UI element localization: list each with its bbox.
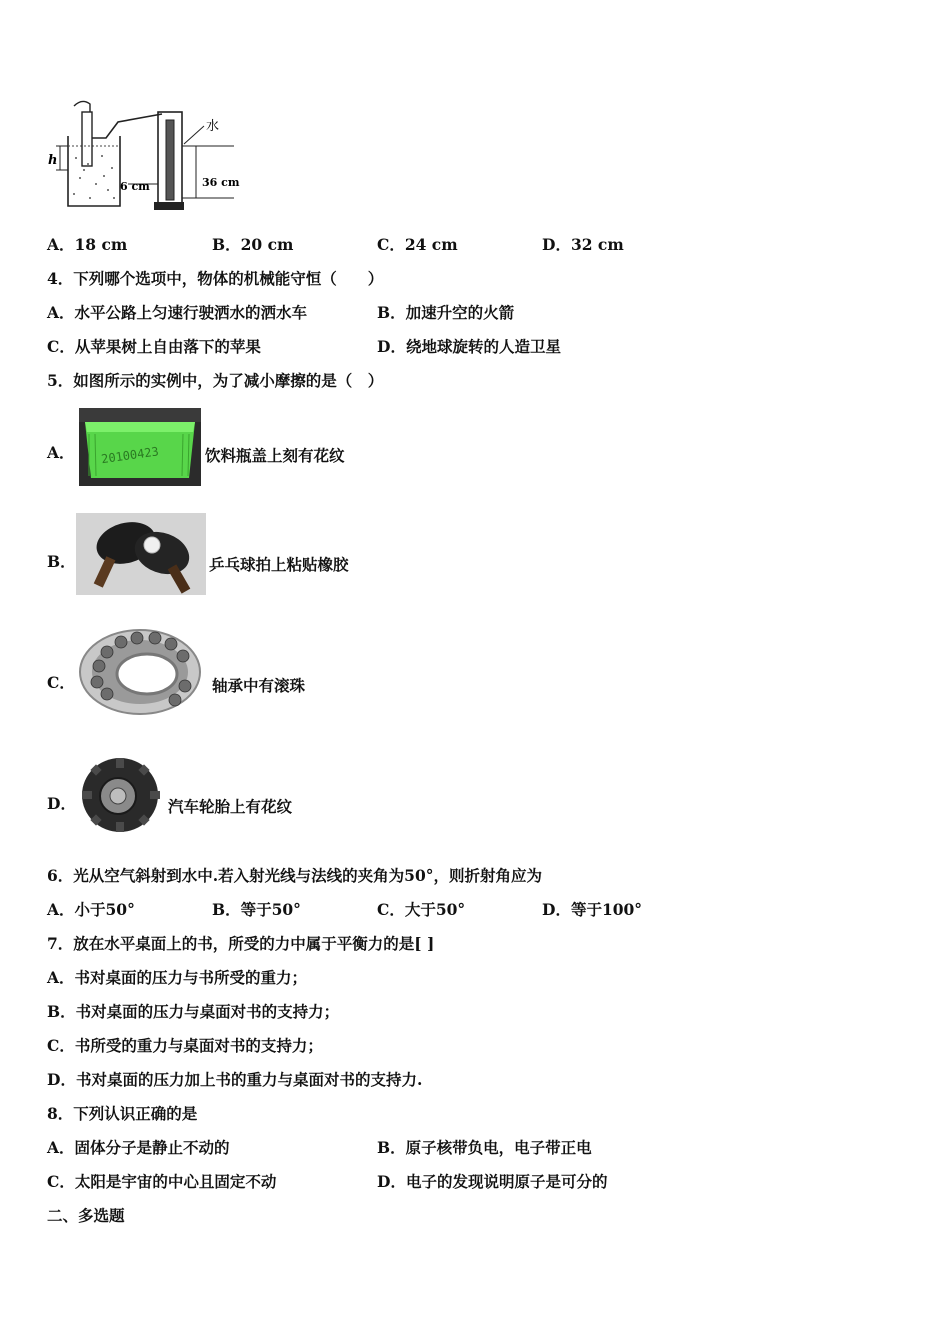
- q6-stem: 6．光从空气斜射到水中.若入射光线与法线的夹角为50°，则折射角应为: [47, 866, 543, 885]
- ball-bearing-image: [77, 626, 203, 718]
- q5-option-d-caption: 汽车轮胎上有花纹: [168, 797, 293, 816]
- q5-option-c-caption: 轴承中有滚珠: [212, 676, 306, 695]
- q3-option-a: A．18 cm: [47, 235, 128, 254]
- q3-option-b: B．20 cm: [212, 235, 294, 254]
- q6-option-a: A．小于50°: [47, 900, 135, 919]
- section-2-title: 二、多选题: [47, 1206, 125, 1225]
- q6-option-c: C．大于50°: [377, 900, 466, 919]
- q7-stem: 7．放在水平桌面上的书，所受的力中属于平衡力的是[ ]: [47, 934, 435, 953]
- car-tire-image: [80, 756, 162, 834]
- q7-option-a: A．书对桌面的压力与书所受的重力；: [47, 968, 308, 987]
- diagram-label-h: h: [48, 153, 58, 168]
- q4-stem: 4．下列哪个选项中，物体的机械能守恒（ ）: [47, 269, 384, 288]
- q4-option-c: C．从苹果树上自由落下的苹果: [47, 337, 261, 356]
- q3-option-c: C．24 cm: [377, 235, 458, 254]
- q4-option-d: D．绕地球旋转的人造卫星: [377, 337, 561, 356]
- q8-option-a: A．固体分子是静止不动的: [47, 1138, 230, 1157]
- diagram-label-water: 水: [206, 119, 220, 134]
- diagram-label-36cm: 36 cm: [202, 176, 240, 189]
- q4-option-b: B．加速升空的火箭: [377, 303, 515, 322]
- q5-stem: 5．如图所示的实例中，为了减小摩擦的是（ ）: [47, 371, 384, 390]
- q5-option-a-letter: A．: [47, 443, 75, 462]
- q3-option-d: D．32 cm: [542, 235, 624, 254]
- diagram-label-6cm: 6 cm: [120, 180, 150, 193]
- q5-option-b-caption: 乒乓球拍上粘贴橡胶: [209, 555, 349, 574]
- q5-option-b-letter: B．: [47, 552, 76, 571]
- q5-option-c-letter: C．: [47, 673, 75, 692]
- q8-stem: 8．下列认识正确的是: [47, 1104, 198, 1123]
- q7-option-b: B．书对桌面的压力与桌面对书的支持力；: [47, 1002, 340, 1021]
- ping-pong-paddle-image: [76, 513, 206, 595]
- q5-option-d-letter: D．: [47, 794, 76, 813]
- siphon-tube-diagram: [44, 98, 244, 213]
- q8-option-c: C．太阳是宇宙的中心且固定不动: [47, 1172, 277, 1191]
- q7-option-c: C．书所受的重力与桌面对书的支持力；: [47, 1036, 323, 1055]
- q8-option-b: B．原子核带负电，电子带正电: [377, 1138, 592, 1157]
- q5-option-a-caption: 饮料瓶盖上刻有花纹: [205, 446, 345, 465]
- bottle-cap-image: [79, 408, 201, 486]
- q6-option-d: D．等于100°: [542, 900, 643, 919]
- q4-option-a: A．水平公路上匀速行驶洒水的洒水车: [47, 303, 308, 322]
- q6-option-b: B．等于50°: [212, 900, 301, 919]
- q7-option-d: D．书对桌面的压力加上书的重力与桌面对书的支持力.: [47, 1070, 423, 1089]
- bottle-cap-print: 20100423: [100, 444, 160, 467]
- q8-option-d: D．电子的发现说明原子是可分的: [377, 1172, 608, 1191]
